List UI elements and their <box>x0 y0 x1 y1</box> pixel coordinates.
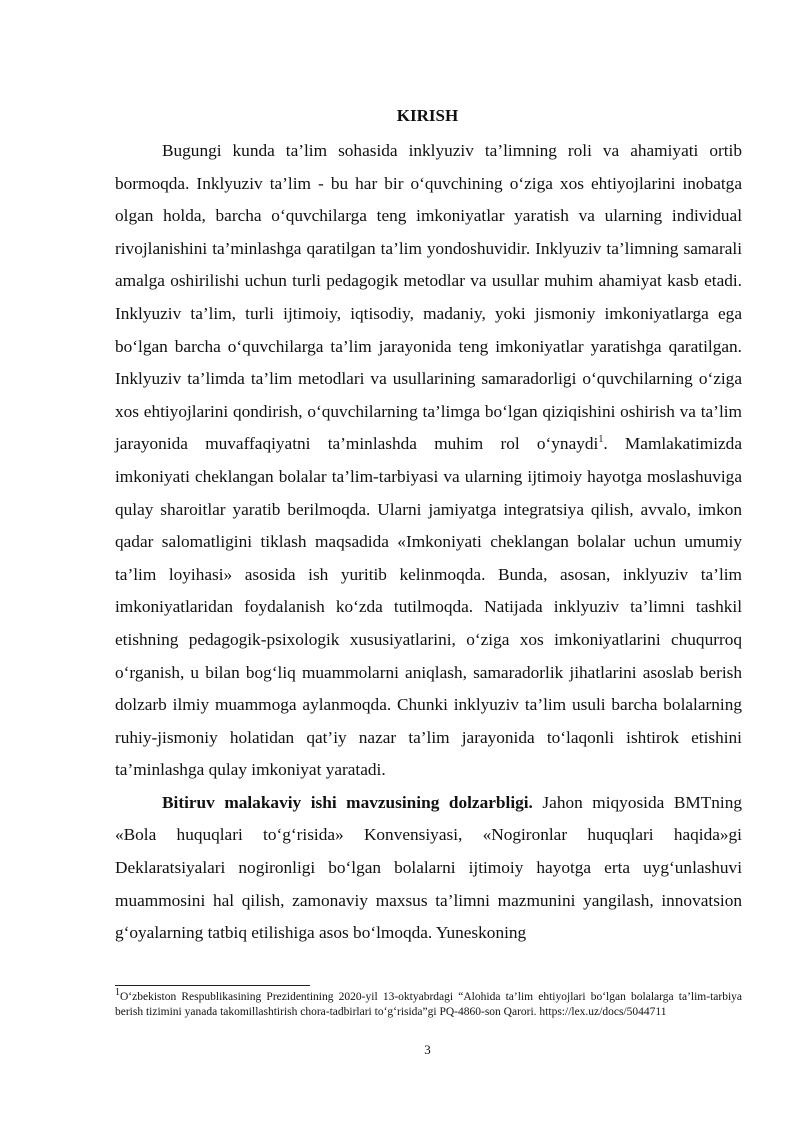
relevance-lead: Bitiruv malakaviy ishi mavzusining dolzarbligi. <box>162 792 533 812</box>
paragraph-relevance <box>115 787 742 950</box>
section-heading: KIRISH <box>396 106 459 125</box>
paragraph-intro-text: Bugungi kunda ta’lim sohasida inklyuziv ta’limning roli va ahamiyati ortib bormoqda. Inklyuziv ta’lim - bu har bir o‘quvchining o‘ziga xos ehtiyojlarini inobatga olgan holda, barcha o‘quvchilarga teng imkoniyatlar yaratish va ularning individual rivojlanishini ta’minlashga qaratilgan ta’lim yondoshuvidir. Inklyuziv ta’limning samarali amalga oshirilishi uchun turli pedagogik metodlar va usullar muhim ahamiyat kasb etadi. Inklyuziv ta’lim, turli ijtimoiy, iqtisodiy, madaniy, yoki jismoniy imkoniyatlarga ega bo‘lgan barcha o‘quvchilarga ta’lim jarayonida teng imkoniyatlar yaratishga qaratilgan. Inklyuziv ta’limda ta’lim metodlari va usullarining samaradorligi o‘quvchilarning o‘ziga xos ehtiyojlarini qondirish, o‘quvchilarning ta’limga bo‘lgan qiziqishini oshirish va ta’lim jarayonida muvaffaqiyatni ta’minlashda muhim rol o‘ynaydi <box>115 141 742 454</box>
page-number: 3 <box>424 1042 431 1057</box>
footnote-ref[interactable]: 1 <box>598 434 604 446</box>
footnote-divider <box>115 985 310 986</box>
footnote <box>115 987 742 1020</box>
relevance-text: Jahon miqyosida BMTning «Bola huquqlari to‘g‘risida» Konvensiyasi, «Nogironlar huquqlari haqida»gi Deklaratsiyalari nogironligi bo‘lgan bolalarni ijtimoiy hayotga erta uyg‘unlashuvi muammosini hal qilish, zamonaviy maxsus ta’limni mazmunini yangilash, innovatsion g‘oyalarning tatbiq etilishiga asos bo‘lmoqda. Yuneskoning <box>115 792 743 943</box>
paragraph-intro-continued: . Mamlakatimizda imkoniyati cheklangan bolalar ta’lim-tarbiyasi va ularning ijtimoiy hayotga moslashuviga qulay sharoitlar yaratib berilmoqda. Ularni jamiyatga integratsiya qilish, avvalo, imkon qadar salomatligini tiklash maqsadida «Imkoniyati cheklangan bolalar uchun umumiy ta’lim loyihasi» asosida ish yuritib kelinmoqda. Bunda, asosan, inklyuziv ta’lim imkoniyatlaridan foydalanish ko‘zda tutilmoqda. Natijada inklyuziv ta’limni tashkil etishning pedagogik-psixologik xususiyatlarini, o‘ziga xos imkoniyatlarini chuqurroq o‘rganish, u bilan bog‘liq muammolarni aniqlash, samaradorlik jihatlarini asoslab berish dolzarb ilmiy muammoga aylanmoqda. Chunki inklyuziv ta’lim usuli barcha bolalarning ruhiy-jismoniy holatidan qat’iy nazar ta’lim jarayonida to‘laqonli ishtirok etishini ta’minlashga qulay imkoniyat yaratadi. <box>115 434 742 780</box>
footnote-mark: 1 <box>115 987 120 999</box>
body-text <box>115 135 742 950</box>
footnote-text: O‘zbekiston Respublikasining Prezidentining 2020-yil 13-oktyabrdagi “Alohida ta’lim ehtiyojlari bo‘lgan bolalarga ta’lim-tarbiya berish tizimini yanada takomillashtirish chora-tadbirlari to‘g‘risida”gi PQ-4860-son Qarori. https://lex.uz/docs/5044711 <box>115 991 742 1018</box>
paragraph-intro <box>115 135 742 787</box>
